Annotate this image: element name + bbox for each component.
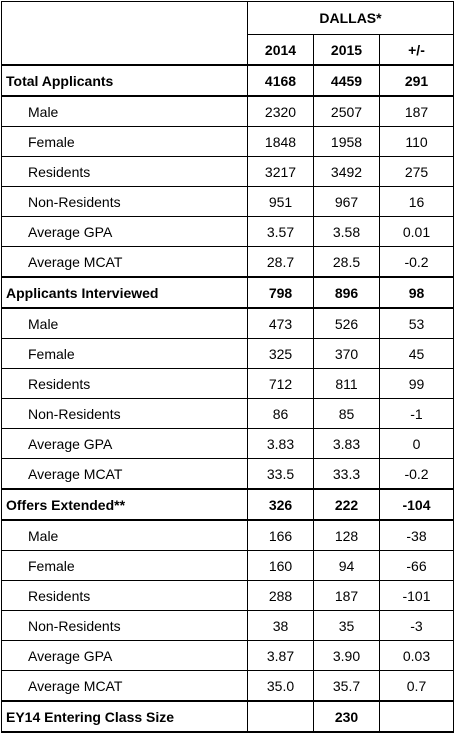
- table-row: [2, 399, 454, 429]
- row-label: Non-Residents: [2, 187, 248, 217]
- row-value-2014: 38: [248, 611, 314, 641]
- row-value-2015: 526: [314, 308, 380, 339]
- section-value-2014: 326: [248, 489, 314, 520]
- row-label: Non-Residents: [2, 399, 248, 429]
- row-value-2014: 3.83: [248, 429, 314, 459]
- row-value-2014: 712: [248, 369, 314, 399]
- row-value-diff: 110: [380, 127, 454, 157]
- row-value-2015: 33.3: [314, 459, 380, 490]
- row-label: Average GPA: [2, 217, 248, 247]
- section-value-2015: 222: [314, 489, 380, 520]
- row-value-2015: 3.58: [314, 217, 380, 247]
- row-value-2014: 3.87: [248, 641, 314, 671]
- section-header-row: [2, 65, 454, 96]
- row-label: Female: [2, 339, 248, 369]
- header-empty-cell: [2, 2, 248, 66]
- row-label: Female: [2, 551, 248, 581]
- row-value-diff: -66: [380, 551, 454, 581]
- row-value-2015: 94: [314, 551, 380, 581]
- table-row: [2, 671, 454, 702]
- row-label: Average MCAT: [2, 671, 248, 702]
- table-row: [2, 551, 454, 581]
- table-row: [2, 96, 454, 127]
- row-label: Average MCAT: [2, 247, 248, 278]
- row-value-2014: 2320: [248, 96, 314, 127]
- row-value-2014: 3217: [248, 157, 314, 187]
- row-value-2014: 951: [248, 187, 314, 217]
- table-row: [2, 611, 454, 641]
- section-value-diff: 98: [380, 277, 454, 308]
- row-value-2015: 3492: [314, 157, 380, 187]
- row-label: Female: [2, 127, 248, 157]
- header-row-campus: [2, 2, 454, 35]
- row-label: Average MCAT: [2, 459, 248, 490]
- row-label: Male: [2, 96, 248, 127]
- row-value-2015: 35.7: [314, 671, 380, 702]
- year-2014-header: 2014: [248, 35, 314, 66]
- row-label: Residents: [2, 157, 248, 187]
- row-value-diff: -0.2: [380, 247, 454, 278]
- section-title: Applicants Interviewed: [2, 277, 248, 308]
- row-value-2015: 811: [314, 369, 380, 399]
- row-label: Male: [2, 520, 248, 551]
- section-header-row: [2, 489, 454, 520]
- row-value-2015: 1958: [314, 127, 380, 157]
- table-row: [2, 641, 454, 671]
- row-value-2014: 28.7: [248, 247, 314, 278]
- row-value-2015: 85: [314, 399, 380, 429]
- row-value-2015: 370: [314, 339, 380, 369]
- footer-value-diff: [380, 701, 454, 732]
- section-title: Total Applicants: [2, 65, 248, 96]
- row-value-diff: 275: [380, 157, 454, 187]
- row-value-2014: 33.5: [248, 459, 314, 490]
- table-row: [2, 247, 454, 278]
- table-row: [2, 339, 454, 369]
- row-value-diff: 0.01: [380, 217, 454, 247]
- row-value-2014: 3.57: [248, 217, 314, 247]
- row-value-2014: 35.0: [248, 671, 314, 702]
- row-label: Male: [2, 308, 248, 339]
- row-value-diff: 0: [380, 429, 454, 459]
- row-value-2015: 3.90: [314, 641, 380, 671]
- row-value-2015: 128: [314, 520, 380, 551]
- table-row: [2, 217, 454, 247]
- row-value-2014: 160: [248, 551, 314, 581]
- row-value-diff: 16: [380, 187, 454, 217]
- section-value-2015: 896: [314, 277, 380, 308]
- footer-label: EY14 Entering Class Size: [2, 701, 248, 732]
- year-2015-header: 2015: [314, 35, 380, 66]
- row-value-2015: 3.83: [314, 429, 380, 459]
- row-value-diff: -101: [380, 581, 454, 611]
- footer-value-2014: [248, 701, 314, 732]
- row-value-2014: 325: [248, 339, 314, 369]
- table-row: [2, 187, 454, 217]
- row-label: Non-Residents: [2, 611, 248, 641]
- row-value-diff: 53: [380, 308, 454, 339]
- row-value-diff: -3: [380, 611, 454, 641]
- table-row: [2, 429, 454, 459]
- section-header-row: [2, 277, 454, 308]
- table-row: [2, 308, 454, 339]
- table-row: [2, 520, 454, 551]
- row-label: Residents: [2, 581, 248, 611]
- table-row: [2, 581, 454, 611]
- table-row: [2, 127, 454, 157]
- section-value-2015: 4459: [314, 65, 380, 96]
- table-row: [2, 157, 454, 187]
- row-value-2014: 166: [248, 520, 314, 551]
- row-label: Average GPA: [2, 641, 248, 671]
- row-value-2015: 28.5: [314, 247, 380, 278]
- diff-header: +/-: [380, 35, 454, 66]
- section-value-2014: 798: [248, 277, 314, 308]
- section-value-diff: 291: [380, 65, 454, 96]
- admissions-table: [1, 1, 454, 733]
- section-value-diff: -104: [380, 489, 454, 520]
- row-value-2015: 2507: [314, 96, 380, 127]
- row-value-2014: 288: [248, 581, 314, 611]
- row-value-diff: 0.03: [380, 641, 454, 671]
- row-value-2015: 35: [314, 611, 380, 641]
- row-value-2014: 473: [248, 308, 314, 339]
- section-value-2014: 4168: [248, 65, 314, 96]
- row-label: Residents: [2, 369, 248, 399]
- row-value-diff: -0.2: [380, 459, 454, 490]
- row-value-diff: 187: [380, 96, 454, 127]
- footer-row: [2, 701, 454, 732]
- row-value-2015: 187: [314, 581, 380, 611]
- row-value-diff: -38: [380, 520, 454, 551]
- row-value-2015: 967: [314, 187, 380, 217]
- footer-value-2015: 230: [314, 701, 380, 732]
- row-value-diff: -1: [380, 399, 454, 429]
- campus-header: DALLAS*: [248, 2, 454, 35]
- section-title: Offers Extended**: [2, 489, 248, 520]
- row-value-diff: 0.7: [380, 671, 454, 702]
- table-row: [2, 459, 454, 490]
- row-value-2014: 86: [248, 399, 314, 429]
- row-value-2014: 1848: [248, 127, 314, 157]
- row-label: Average GPA: [2, 429, 248, 459]
- row-value-diff: 45: [380, 339, 454, 369]
- row-value-diff: 99: [380, 369, 454, 399]
- table-row: [2, 369, 454, 399]
- table-body: [2, 2, 454, 733]
